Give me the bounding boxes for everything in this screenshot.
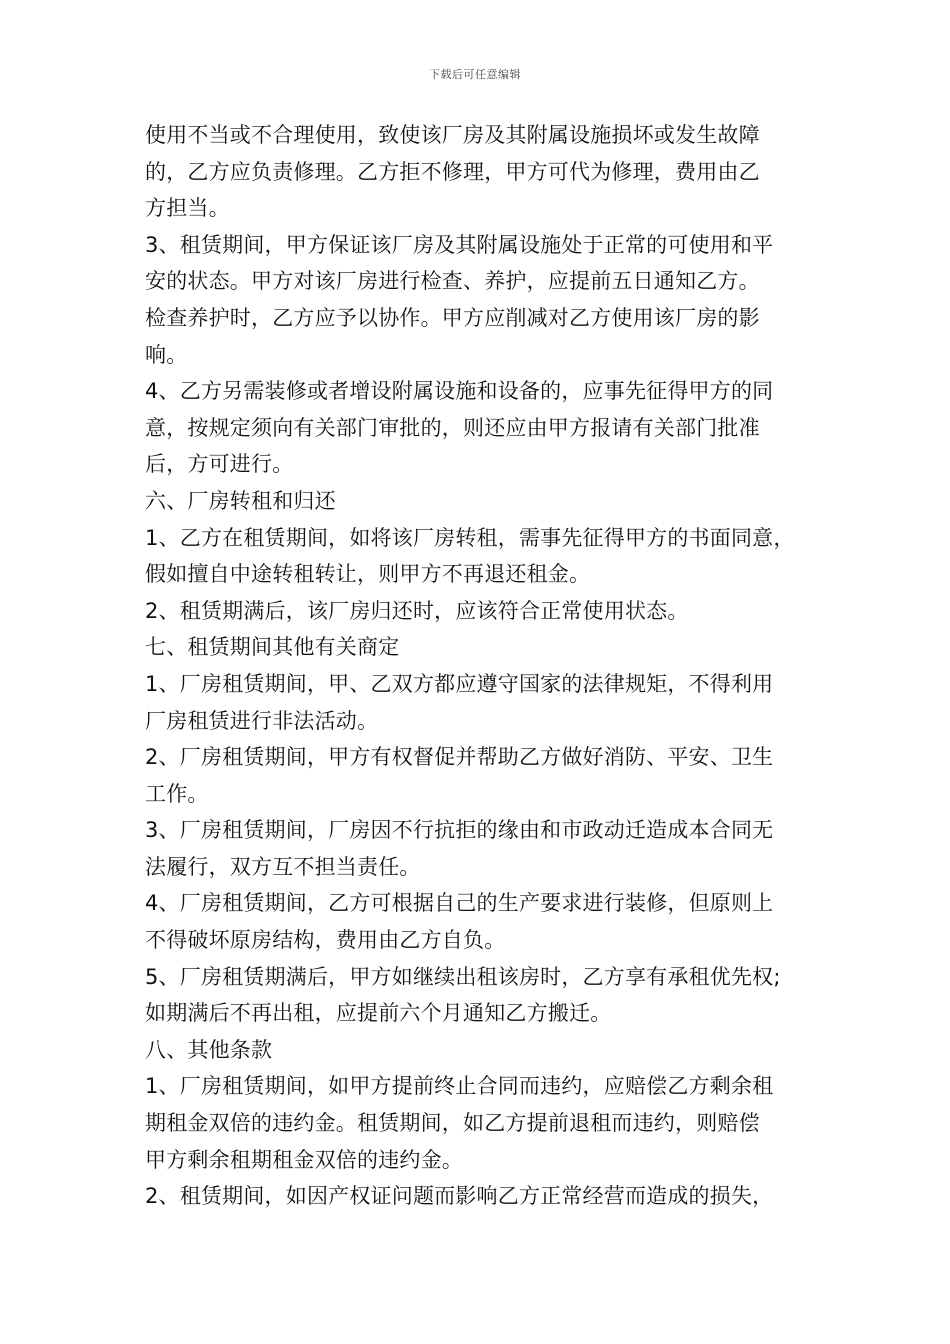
text-line: 不得破坏原房结构，费用由乙方自负。 — [145, 928, 506, 953]
text-line: 方担当。 — [145, 196, 230, 221]
text-line: 如期满后不再出租，应提前六个月通知乙方搬迁。 — [145, 1001, 612, 1026]
text-line: 1、厂房租赁期间，甲、乙双方都应遵守国家的法律规矩，不得利用 — [145, 671, 774, 696]
text-line: 使用不当或不合理使用，致使该厂房及其附属设施损坏或发生故障 — [145, 123, 760, 147]
text-line: 检查养护时，乙方应予以协作。甲方应削减对乙方使用该厂房的影 — [145, 305, 760, 330]
text-line: 甲方剩余租期租金双倍的违约金。 — [145, 1147, 463, 1172]
text-line: 4、厂房租赁期间，乙方可根据自己的生产要求进行装修，但原则上 — [145, 891, 774, 916]
text-line: 期租金双倍的违约金。租赁期间，如乙方提前退租而违约，则赔偿 — [145, 1111, 760, 1136]
text-line: 工作。 — [145, 781, 209, 806]
text-line: 5、厂房租赁期满后，甲方如继续出租该房时，乙方享有承租优先权; — [145, 964, 781, 989]
text-line: 3、租赁期间，甲方保证该厂房及其附属设施处于正常的可使用和平 — [145, 232, 774, 257]
text-line: 4、乙方另需装修或者增设附属设施和设备的，应事先征得甲方的同 — [145, 379, 774, 404]
text-line: 厂房租赁进行非法活动。 — [145, 708, 379, 733]
text-line: 2、租赁期满后，该厂房归还时，应该符合正常使用状态。 — [145, 598, 689, 623]
text-line: 2、厂房租赁期间，甲方有权督促并帮助乙方做好消防、平安、卫生 — [145, 745, 774, 770]
text-line: 安的状态。甲方对该厂房进行检查、养护，应提前五日通知乙方。 — [145, 269, 760, 294]
text-line: 3、厂房租赁期间，厂房因不行抗拒的缘由和市政动迁造成本合同无 — [145, 818, 774, 843]
section-heading: 八、其他条款 — [145, 1037, 273, 1062]
text-line: 法履行，双方互不担当责任。 — [145, 854, 421, 879]
text-line: 后，方可进行。 — [145, 452, 294, 477]
text-line: 响。 — [145, 342, 188, 367]
section-heading: 七、租赁期间其他有关商定 — [145, 635, 400, 660]
text-line: 1、乙方在租赁期间，如将该厂房转租，需事先征得甲方的书面同意， — [145, 525, 795, 550]
section-heading: 六、厂房转租和归还 — [145, 488, 336, 513]
text-line: 2、租赁期间，如因产权证问题而影响乙方正常经营而造成的损失， — [145, 1184, 774, 1209]
page-header: 下载后可任意编辑 — [429, 68, 521, 81]
document-body — [145, 117, 825, 1215]
text-line: 的，乙方应负责修理。乙方拒不修理，甲方可代为修理，费用由乙 — [145, 159, 760, 184]
text-line: 1、厂房租赁期间，如甲方提前终止合同而违约，应赔偿乙方剩余租 — [145, 1074, 774, 1099]
text-line: 假如擅自中途转租转让，则甲方不再退还租金。 — [145, 562, 591, 587]
text-line: 意，按规定须向有关部门审批的，则还应由甲方报请有关部门批准 — [145, 415, 760, 440]
